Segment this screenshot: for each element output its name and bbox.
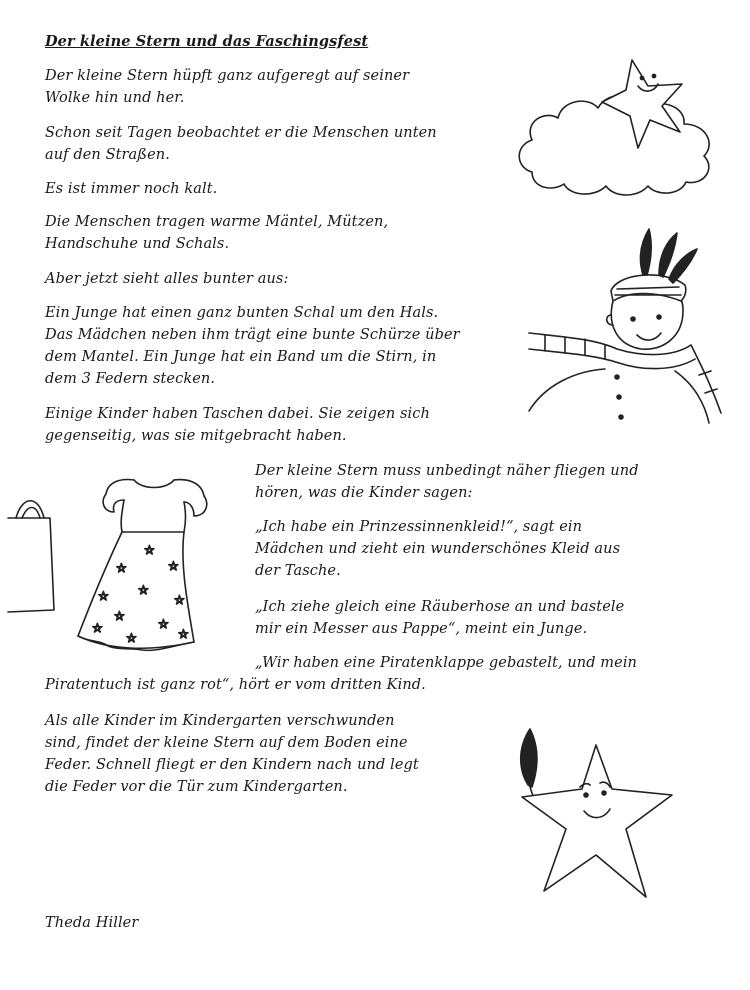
text-line: Als alle Kinder im Kindergarten verschwunden [45, 713, 395, 729]
text-line: „Ich habe ein Prinzessinnenkleid!“, sagt ein [255, 519, 583, 535]
paragraph-7 [45, 403, 430, 447]
text-line: Piratentuch ist ganz rot“, hört er vom dritten Kind. [45, 677, 426, 693]
text-line: hören, was die Kinder sagen: [255, 485, 473, 501]
paragraph-11 [45, 652, 685, 696]
svg-text:☆: ☆ [114, 609, 125, 623]
star-on-cloud-icon [510, 50, 725, 200]
text-line: Aber jetzt sieht alles bunter aus: [45, 271, 289, 287]
svg-text:☆: ☆ [174, 593, 185, 607]
author-signature: Theda Hiller [45, 915, 139, 931]
text-line: Schon seit Tagen beobachtet er die Menschen unten [45, 125, 437, 141]
text-line: Der kleine Stern hüpft ganz aufgeregt auf seiner [45, 68, 410, 84]
paragraph-8 [255, 460, 639, 504]
svg-text:☆: ☆ [116, 561, 127, 575]
paragraph-2 [45, 122, 437, 166]
paragraph-4 [45, 211, 388, 255]
paragraph-3 [45, 178, 217, 200]
svg-text:☆: ☆ [144, 543, 155, 557]
svg-text:☆: ☆ [178, 627, 189, 641]
text-line: mir ein Messer aus Pappe“, meint ein Junge. [255, 621, 588, 637]
text-line: Die Menschen tragen warme Mäntel, Mützen, [45, 214, 389, 230]
text-line: die Feder vor die Tür zum Kindergarten. [45, 779, 348, 795]
text-line: Wolke hin und her. [45, 90, 185, 106]
svg-text:☆: ☆ [158, 617, 169, 631]
svg-text:☆: ☆ [126, 631, 137, 645]
paragraph-9 [255, 516, 620, 582]
paragraph-6 [45, 302, 460, 390]
text-line: Das Mädchen neben ihm trägt eine bunte Schürze über [45, 327, 460, 343]
text-line: „Ich ziehe gleich eine Räuberhose an und bastele [255, 599, 625, 615]
svg-text:☆: ☆ [92, 621, 103, 635]
svg-text:☆: ☆ [98, 589, 109, 603]
text-line: gegenseitig, was sie mitgebracht haben. [45, 428, 347, 444]
star-with-feather-icon [500, 725, 700, 905]
paragraph-1 [45, 65, 409, 109]
text-line: Mädchen und zieht ein wunderschönes Kleid aus [255, 541, 621, 557]
paragraph-5 [45, 268, 288, 290]
text-line: der Tasche. [255, 563, 341, 579]
paragraph-12 [45, 710, 419, 798]
text-line: auf den Straßen. [45, 147, 170, 163]
text-line: dem Mantel. Ein Junge hat ein Band um die Stirn, in [45, 349, 437, 365]
svg-text:☆: ☆ [168, 559, 179, 573]
dress-and-bag-icon [8, 470, 243, 655]
text-line: sind, findet der kleine Stern auf dem Boden eine [45, 735, 408, 751]
text-line: dem 3 Federn stecken. [45, 371, 216, 387]
text-line: Es ist immer noch kalt. [45, 181, 218, 197]
paragraph-10 [255, 596, 624, 640]
text-line: Handschuhe und Schals. [45, 236, 230, 252]
text-line: Einige Kinder haben Taschen dabei. Sie zeigen sich [45, 406, 430, 422]
boy-with-feathers-icon [525, 225, 725, 425]
text-line: Ein Junge hat einen ganz bunten Schal um den Hals. [45, 305, 439, 321]
text-line: „Wir haben eine Piratenklappe gebastelt, und mein [255, 655, 637, 671]
document-title: Der kleine Stern und das Faschingsfest [45, 33, 369, 50]
svg-text:☆: ☆ [138, 583, 149, 597]
text-line: Der kleine Stern muss unbedingt näher fliegen und [255, 463, 639, 479]
text-line: Feder. Schnell fliegt er den Kindern nach und legt [45, 757, 419, 773]
